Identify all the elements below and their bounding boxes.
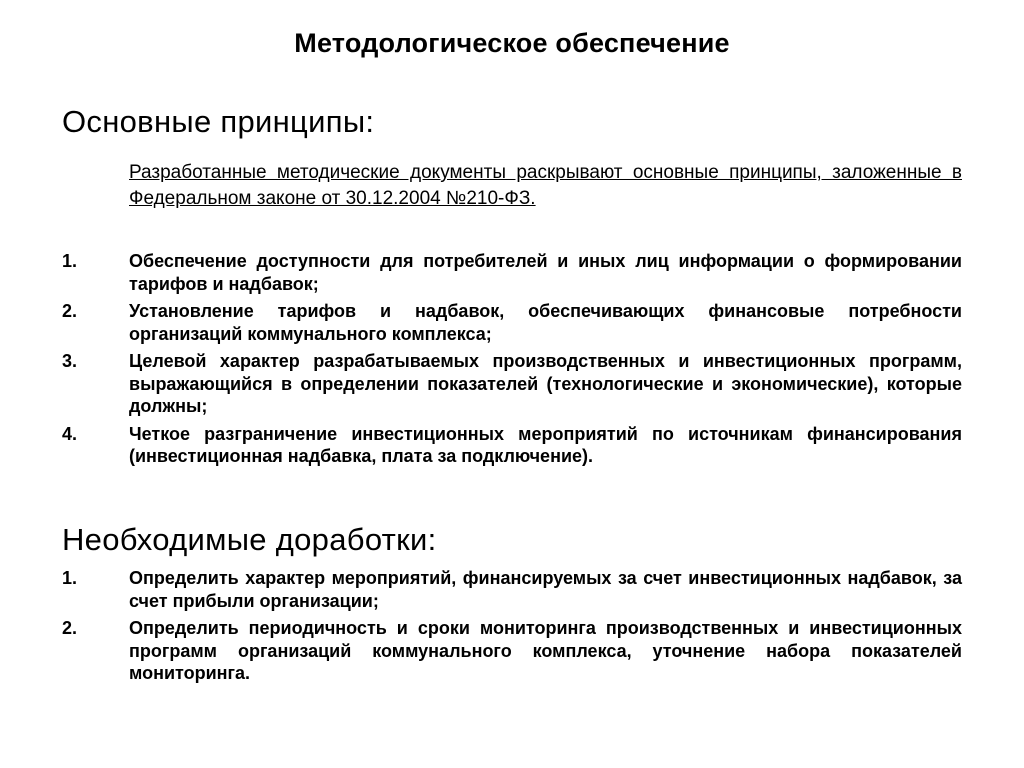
list-item — [62, 423, 962, 468]
list-item-text: Целевой характер разрабатываемых производственных и инвестиционных программ, выражающийся в определении показателей (технологические и экономические), которые должны; — [129, 351, 962, 416]
list-item-number: 1. — [62, 568, 78, 588]
list-item-text: Четкое разграничение инвестиционных мероприятий по источникам финансирования (инвестиционная надбавка, плата за подключение). — [129, 423, 962, 466]
improvements-heading: Необходимые доработки: — [62, 522, 437, 557]
list-item-text: Установление тарифов и надбавок, обеспечивающих финансовые потребности организаций коммунального комплекса; — [129, 301, 962, 344]
list-item — [62, 250, 962, 295]
list-item-text: Определить характер мероприятий, финансируемых за счет инвестиционных надбавок, за счет прибыли организации; — [129, 568, 962, 611]
principles-list — [62, 250, 962, 473]
list-item-number: 3. — [62, 351, 78, 371]
slide-title: Методологическое обеспечение — [294, 28, 730, 58]
principles-heading: Основные принципы: — [62, 104, 375, 139]
list-item-text: Обеспечение доступности для потребителей и иных лиц информации о формировании тарифов и надбавок; — [129, 251, 962, 294]
list-item-number: 2. — [62, 301, 78, 321]
list-item — [62, 350, 962, 418]
list-item — [62, 300, 962, 345]
list-item-number: 2. — [62, 618, 78, 638]
list-item-number: 1. — [62, 251, 78, 271]
list-item — [62, 567, 962, 612]
principles-intro: Разработанные методические документы раскрывают основные принципы, заложенные в Федеральном законе от 30.12.2004 №210-ФЗ. — [129, 162, 962, 209]
list-item-text: Определить периодичность и сроки мониторинга производственных и инвестиционных программ организаций коммунального комплекса, уточнение набора показателей мониторинга. — [129, 618, 962, 683]
list-item — [62, 617, 962, 685]
list-item-number: 4. — [62, 423, 78, 444]
improvements-list — [62, 567, 962, 690]
